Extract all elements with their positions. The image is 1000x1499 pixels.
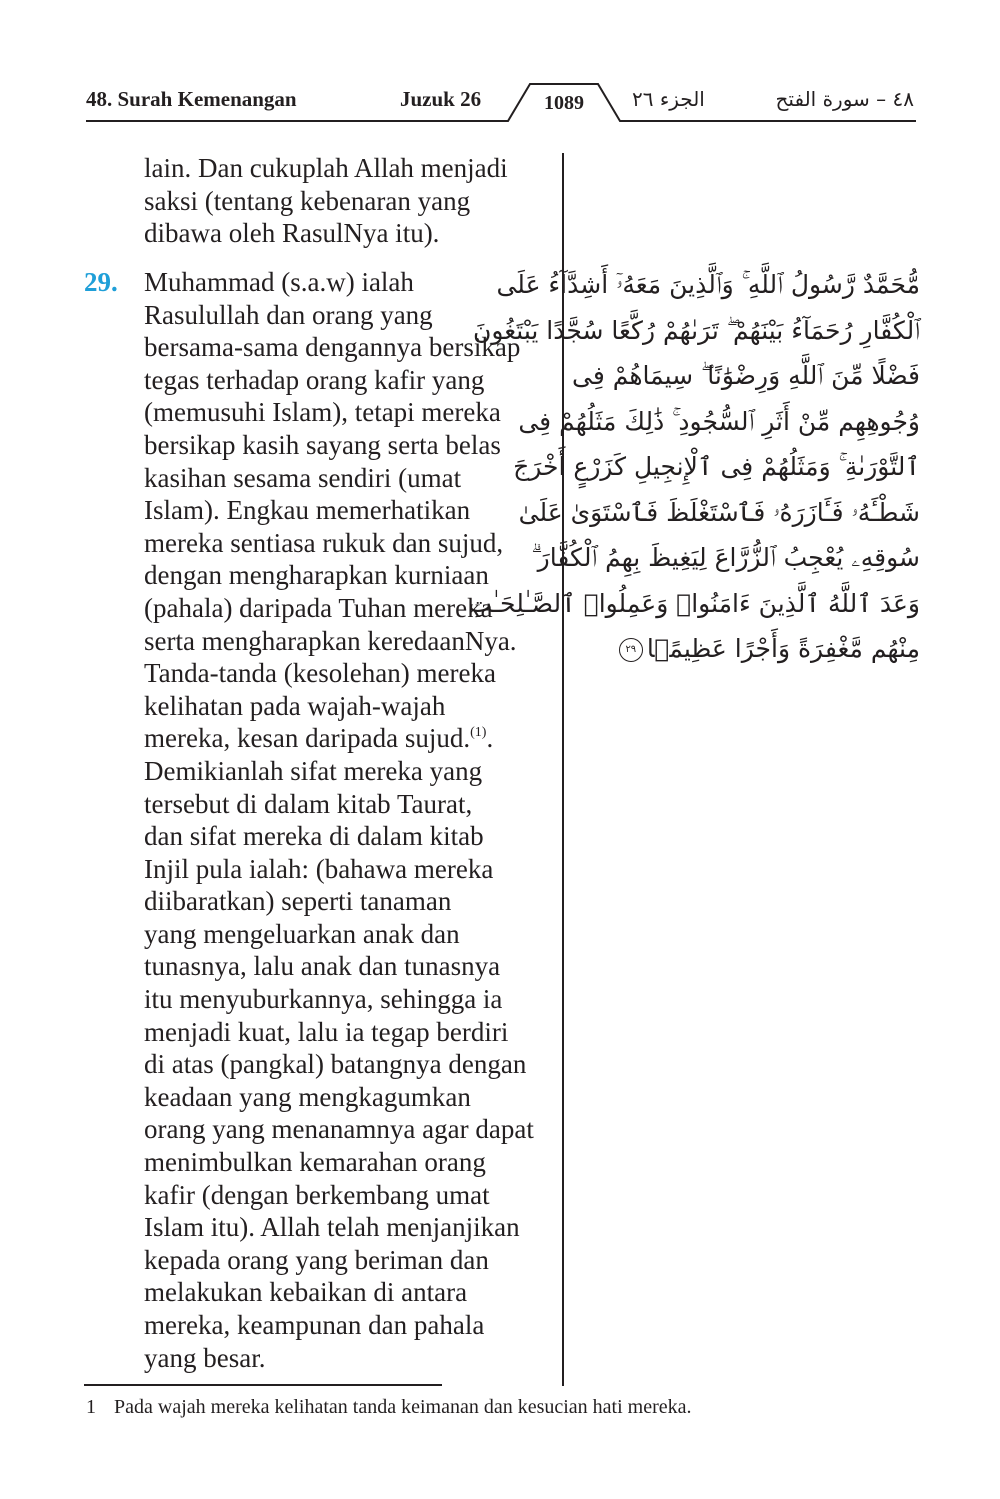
text-line: Injil pula ialah: (bahawa mereka bbox=[144, 853, 494, 884]
text-line: Tanda-tanda (kesolehan) mereka bbox=[144, 658, 496, 689]
arabic-text-fragment: مِنْهُم مَّغْفِرَةً وَأَجْرًا عَظِيمًۢا bbox=[646, 634, 920, 663]
footnote-text: Pada wajah mereka kelihatan tanda keimanan dan kesucian hati mereka. bbox=[114, 1396, 692, 1418]
text-line: Muhammad (s.a.w) ialah bbox=[144, 267, 414, 297]
arabic-line: شَطْـَٔهُۥ فَـَٔازَرَهُۥ فَٱسْتَغْلَظَ فَٱسْتَوَىٰ عَلَىٰ bbox=[518, 497, 920, 527]
arabic-line: ٱلْكُفَّارِ رُحَمَآءُ بَيْنَهُمْ ۖ تَرَىٰهُمْ رُكَّعًا سُجَّدًا يَبْتَغُونَ bbox=[472, 315, 920, 345]
text-line: kepada orang yang beriman dan bbox=[144, 1244, 489, 1275]
juz-label-latin: Juzuk 26 bbox=[400, 87, 482, 111]
text-line: kasihan sesama sendiri (umat bbox=[144, 462, 462, 493]
text-line: di atas (pangkal) batangnya dengan bbox=[144, 1049, 527, 1080]
text-line-with-footnote bbox=[144, 722, 559, 755]
text-line: tersebut di dalam kitab Taurat, bbox=[144, 788, 473, 819]
surah-title-latin: 48. Surah Kemenangan bbox=[86, 87, 297, 111]
text-line: tegas terhadap orang kafir yang bbox=[144, 364, 485, 395]
text-line: yang besar. bbox=[144, 1342, 266, 1373]
footnote bbox=[86, 1395, 692, 1419]
text-line: mereka, keampunan dan pahala bbox=[144, 1310, 485, 1340]
juz-label-arabic: الجزء ٢٦ bbox=[632, 87, 705, 111]
verse-number: 29. bbox=[84, 267, 118, 297]
text-fragment: mereka, kesan daripada sujud. bbox=[144, 723, 471, 754]
text-line: bersama-sama dengannya bersikap bbox=[144, 332, 521, 363]
text-line: dan sifat mereka di dalam kitab bbox=[144, 821, 484, 852]
text-line: menimbulkan kemarahan orang bbox=[144, 1147, 486, 1178]
surah-title-arabic: ٤٨ – سورة الفتح bbox=[775, 87, 914, 111]
footnote-reference[interactable]: (1) bbox=[470, 725, 487, 741]
text-line: bersikap kasih sayang serta belas bbox=[144, 429, 501, 460]
text-line: diibaratkan) seperti tanaman bbox=[144, 886, 452, 917]
ayah-number-marker: ٢٩ bbox=[619, 638, 643, 662]
text-line: Islam). Engkau memerhatikan bbox=[144, 495, 471, 526]
footnote-ref-suffix: . bbox=[486, 723, 494, 754]
arabic-line: فَضْلًا مِّنَ ٱللَّهِ وَرِضْوَٰنًا ۖ سِيمَاهُمْ فِى bbox=[571, 361, 920, 390]
text-line: lain. Dan cukuplah Allah menjadi bbox=[144, 153, 508, 183]
text-line: (memusuhi Islam), tetapi mereka bbox=[144, 397, 501, 428]
arabic-line: وُجُوهِهِم مِّنْ أَثَرِ ٱلسُّجُودِ ۚ ذَٰلِكَ مَثَلُهُمْ فِى bbox=[518, 406, 920, 436]
text-line: mereka sentiasa rukuk dan sujud, bbox=[144, 527, 504, 558]
text-line: itu menyuburkannya, sehingga ia bbox=[144, 984, 503, 1015]
text-line: dibawa oleh RasulNya itu). bbox=[144, 218, 440, 249]
text-line: saksi (tentang kebenaran yang bbox=[144, 185, 471, 216]
page-number: 1089 bbox=[544, 92, 584, 114]
text-line: kafir (dengan berkembang umat bbox=[144, 1179, 490, 1210]
header-rule bbox=[0, 0, 1000, 140]
arabic-line-last bbox=[590, 626, 920, 672]
verse-translation bbox=[144, 266, 559, 1374]
text-line: melakukan kebaikan di antara bbox=[144, 1277, 468, 1308]
arabic-verse-text bbox=[468, 262, 920, 672]
text-line: yang mengeluarkan anak dan bbox=[144, 918, 460, 949]
text-line: Islam itu). Allah telah menjanjikan bbox=[144, 1212, 520, 1243]
text-line: menjadi kuat, lalu ia tegap berdiri bbox=[144, 1016, 509, 1047]
arabic-line: ٱلتَّوْرَىٰةِ ۚ وَمَثَلُهُمْ فِى ٱلْإِنجِيلِ كَزَرْعٍ أَخْرَجَ bbox=[513, 452, 920, 481]
text-line: Demikianlah sifat mereka yang bbox=[144, 755, 483, 786]
text-line: keadaan yang mengkagumkan bbox=[144, 1081, 471, 1112]
arabic-line: سُوقِهِۦ يُعْجِبُ ٱلزُّرَّاعَ لِيَغِيظَ بِهِمُ ٱلْكُفَّارَ ۗ bbox=[531, 543, 920, 572]
continued-paragraph bbox=[144, 152, 559, 250]
text-line: orang yang menanamnya agar dapat bbox=[144, 1114, 534, 1145]
footnote-rule bbox=[84, 1384, 442, 1386]
arabic-line: مُّحَمَّدٌ رَّسُولُ ٱللَّهِ ۚ وَٱلَّذِينَ مَعَهُۥٓ أَشِدَّآءُ عَلَى bbox=[496, 270, 920, 299]
footnote-number: 1 bbox=[86, 1396, 96, 1418]
text-line: (pahala) daripada Tuhan mereka bbox=[144, 592, 493, 623]
text-line: dengan mengharapkan kurniaan bbox=[144, 560, 489, 591]
text-line: kelihatan pada wajah-wajah bbox=[144, 690, 446, 721]
text-line: tunasnya, lalu anak dan tunasnya bbox=[144, 951, 501, 982]
text-line: serta mengharapkan keredaanNya. bbox=[144, 625, 517, 656]
arabic-line: وَعَدَ ٱللَّهُ ٱلَّذِينَ ءَامَنُوا۟ وَعَمِلُوا۟ ٱلصَّـٰلِحَـٰتِ bbox=[468, 588, 920, 618]
text-line: Rasulullah dan orang yang bbox=[144, 299, 433, 330]
